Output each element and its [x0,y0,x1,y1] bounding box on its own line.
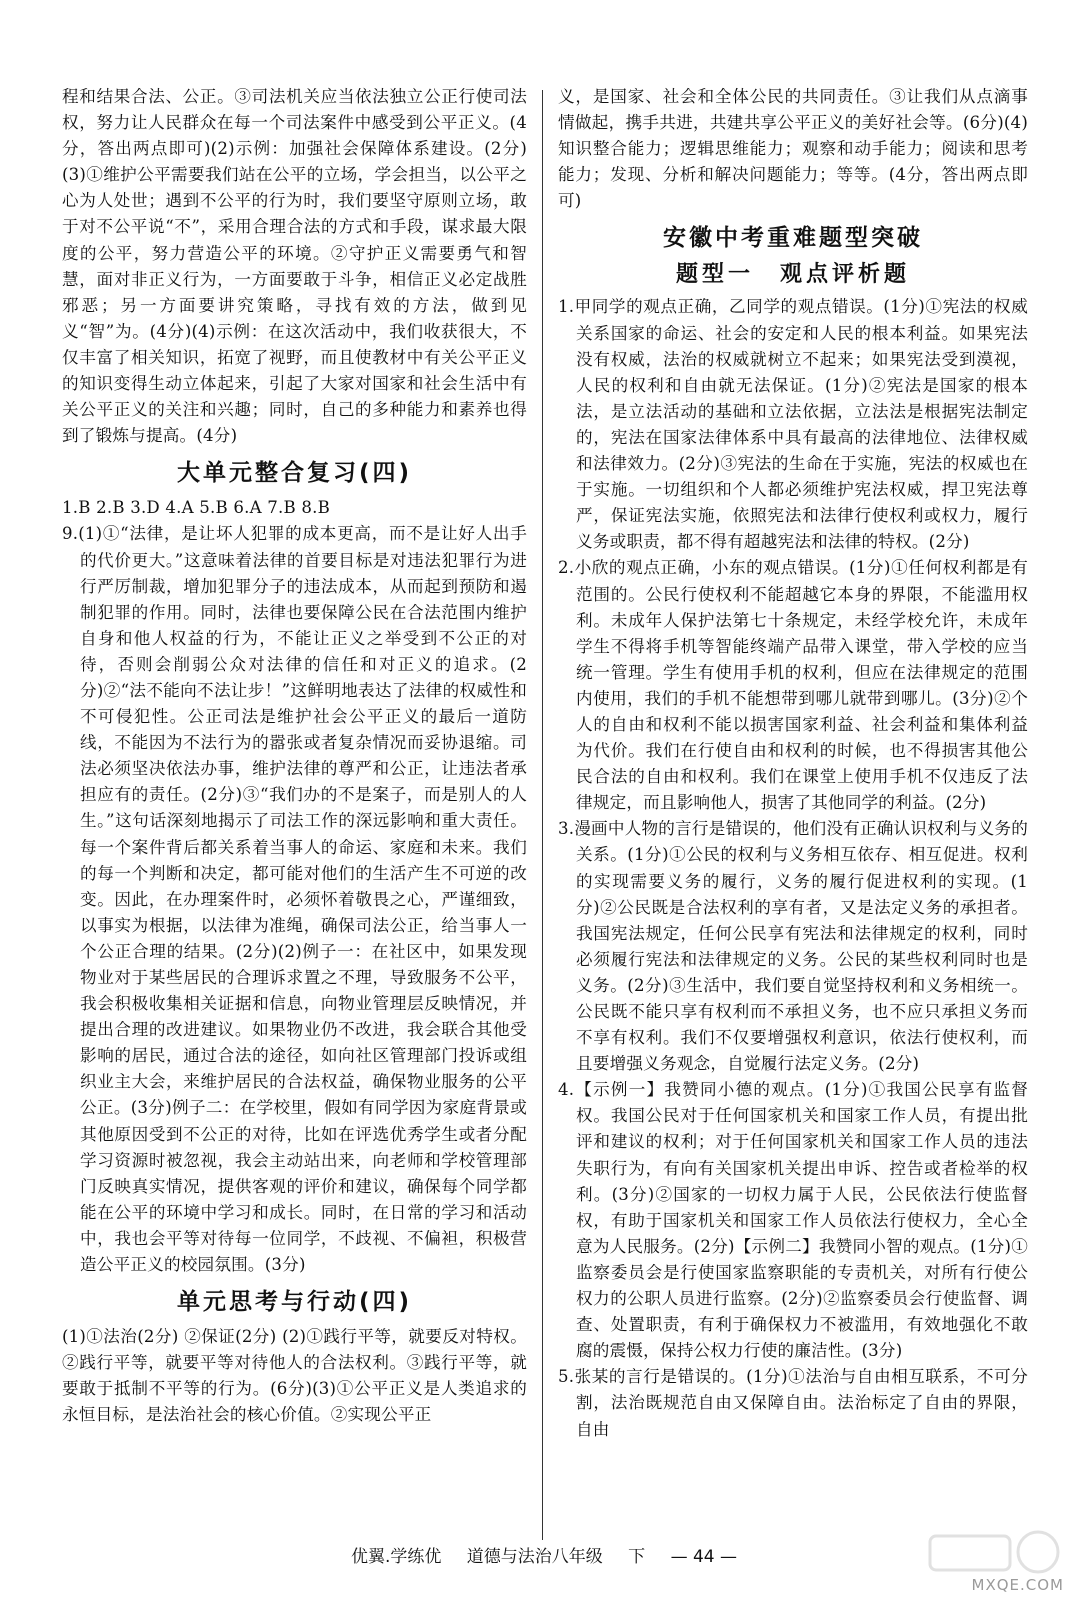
answer-item-1: 1.甲同学的观点正确，乙同学的观点错误。(1分)①宪法的权威关系国家的命运、社会的安定和人民的根本利益。如果宪法没有权威，法治的权威就树立不起来；如果宪法受到漠视，人民的权利和自由就无法保证。(1分)②宪法是国家的根本法，是立法活动的基础和立法依据，立法法是根据宪法制定的，宪法在国家法律体系中具有最高的法律地位、法律权威和法律效力。(2分)③宪法的生命在于实施，宪法的权威也在于实施。一切组织和个人都必须维护宪法权威，捍卫宪法尊严，保证宪法实施，依照宪法和法律行使权利或权力，履行义务或职责，都不得有超越宪法和法律的特权。(2分) [558,297,1028,552]
right-column [558,84,1028,1443]
right-intro-paragraph: 义，是国家、社会和全体公民的共同责任。③让我们从点滴事情做起，携手共进，共建共享公平正义的美好社会等。(6分)(4)知识整合能力；逻辑思维能力；观察和动手能力；阅读和思考能力；发现、分析和解决问题能力；等等。(4分，答出两点即可) [558,87,1028,211]
answer-item-2: 2.小欣的观点正确，小东的观点错误。(1分)①任何权利都是有范围的。公民行使权利不能超越它本身的界限，不能滥用权利。未成年人保护法第七十条规定，未经学校允许，未成年学生不得将手机等智能终端产品带入课堂，带入学校的应当统一管理。学生有使用手机的权利，但应在法律规定的范围内使用，我们的手机不能想带到哪儿就带到哪儿。(3分)②个人的自由和权利不能以损害国家利益、社会利益和集体利益为代价。我们在行使自由和权利的时候，也不得损害其他公民合法的自由和权利。我们在课堂上使用手机不仅违反了法律规定，而且影响他人，损害了其他同学的利益。(2分) [558,558,1028,813]
section-subheading-type-one: 题型一 观点评析题 [675,262,910,288]
section-heading-review: 大单元整合复习(四) [176,460,413,487]
left-column [62,84,527,1429]
footer-volume: 下 [628,1547,646,1567]
footer-brand: 优翼.学练优 [350,1547,442,1567]
watermark-site: MXQE.COM [971,1576,1064,1594]
left-intro-paragraph: 程和结果合法、公正。③司法机关应当依法独立公正行使司法权，努力让人民群众在每一个司法案件中感受到公平正义。(4分，答出两点即可)(2)示例：加强社会保障体系建设。(2分)(3)①维护公平需要我们站在公平的立场，学会担当，以公平之心为人处世；遇到不公平的行为时，我们要坚守原则立场，敢于对不公平说“不”，采用合理合法的方式和手段，谋求最大限度的公平，努力营造公平的环境。②守护正义需要勇气和智慧，面对非正义行为，一方面要敢于斗争，相信正义必定战胜邪恶；另一方面要讲究策略，寻找有效的方法，做到见义“智”为。(4分)(4)示例：在这次活动中，我们收获很大，不仅丰富了相关知识，拓宽了视野，而且使教材中有关公平正义的知识变得生动立体起来，引起了大家对国家和社会生活中有关公平正义的关注和兴趣；同时，自己的多种能力和素养也得到了锻炼与提高。(4分) [62,87,527,446]
question-9-answer: 9.(1)①“法律，是让坏人犯罪的成本更高，而不是让好人出手的代价更大。”这意味着法律的首要目标是对违法犯罪行为进行严厉制裁，增加犯罪分子的违法成本，从而起到预防和遏制犯罪的作用。同时，法律也要保障公民在合法范围内维护自身和他人权益的行为，不能让正义之举受到不公正的对待，否则会削弱公众对法律的信任和对正义的追求。(2分)②“法不能向不法让步！”这鲜明地表达了法律的权威性和不可侵犯性。公正司法是维护社会公平正义的最后一道防线，不能因为不法行为的嚣张或者复杂情况而妥协退缩。司法必须坚决依法办事，维护法律的尊严和公正，让违法者承担应有的责任。(2分)③“我们办的不是案子，而是别人的人生。”这句话深刻地揭示了司法工作的深远影响和重大责任。每一个案件背后都关系着当事人的命运、家庭和未来。我们的每一个判断和决定，都可能对他们的生活产生不可逆的改变。因此，在办理案件时，必须怀着敬畏之心，严谨细致，以事实为根据，以法律为准绳，确保司法公正，给当事人一个公正合理的结果。(2分)(2)例子一：在社区中，如果发现物业对于某些居民的合理诉求置之不理，导致服务不公平，我会积极收集相关证据和信息，向物业管理层反映情况，并提出合理的改进建议。如果物业仍不改进，我会联合其他受影响的居民，通过合法的途径，如向社区管理部门投诉或组织业主大会，来维护居民的合法权益，确保物业服务的公平公正。(3分)例子二：在学校里，假如有同学因为家庭背景或其他原因受到不公正的对待，比如在评选优秀学生或者分配学习资源时被忽视，我会主动站出来，向老师和学校管理部门反映真实情况，提供客观的评价和建议，确保每个同学都能在公平的环境中学习和成长。同时，在日常的学习和活动中，我也会平等对待每一位同学，不歧视、不偏袒，积极营造公平正义的校园氛围。(3分) [62,524,527,1275]
unit-thinking-answer: (1)①法治(2分) ②保证(2分) (2)①践行平等，就要反对特权。②践行平等，就要平等对待他人的合法权利。③践行平等，就要敢于抵制不平等的行为。(6分)(3)①公平正义是人类追求的永恒目标，是法治社会的核心价值。②实现公平正 [62,1327,527,1425]
section-heading-unit-thinking: 单元思考与行动(四) [176,1289,413,1316]
footer-page-number: — 44 — [670,1547,738,1567]
section-heading-anhui: 安徽中考重难题型突破 [663,225,923,252]
multiple-choice-answers: 1.B 2.B 3.D 4.A 5.B 6.A 7.B 8.B [62,498,331,518]
answer-item-5: 5.张某的言行是错误的。(1分)①法治与自由相互联系，不可分割，法治既规范自由又保障自由。法治标定了自由的界限，自由 [558,1367,1028,1439]
footer-subject: 道德与法治八年级 [466,1547,603,1567]
answer-item-4: 4.【示例一】我赞同小德的观点。(1分)①我国公民享有监督权。我国公民对于任何国家机关和国家工作人员，有提出批评和建议的权利；对于任何国家机关和国家工作人员的违法失职行为，有向有关国家机关提出申诉、控告或者检举的权利。(3分)②国家的一切权力属于人民，公民依法行使监督权，有助于国家机关和国家工作人员依法行使权力，全心全意为人民服务。(2分)【示例二】我赞同小智的观点。(1分)①监察委员会是行使国家监察职能的专责机关，对所有行使公权力的公职人员进行监察。(2分)②监察委员会行使监督、调查、处置职责，有利于确保权力不被滥用，有效地强化不敢腐的震慑，保持公权力行使的廉洁性。(3分) [558,1080,1028,1361]
answer-item-3: 3.漫画中人物的言行是错误的，他们没有正确认识权利与义务的关系。(1分)①公民的权利与义务相互依存、相互促进。权利的实现需要义务的履行，义务的履行促进权利的实现。(1分)②公民既是合法权利的享有者，又是法定义务的承担者。我国宪法规定，任何公民享有宪法和法律规定的权利，同时必须履行宪法和法律规定的义务。公民的某些权利同时也是义务。(2分)③生活中，我们要自觉坚持权利和义务相统一。公民既不能只享有权利而不承担义务，也不应只承担义务而不享有权利。我们不仅要增强权利意识，依法行使权利，而且要增强义务观念，自觉履行法定义务。(2分) [558,819,1028,1074]
column-divider [542,90,543,1540]
